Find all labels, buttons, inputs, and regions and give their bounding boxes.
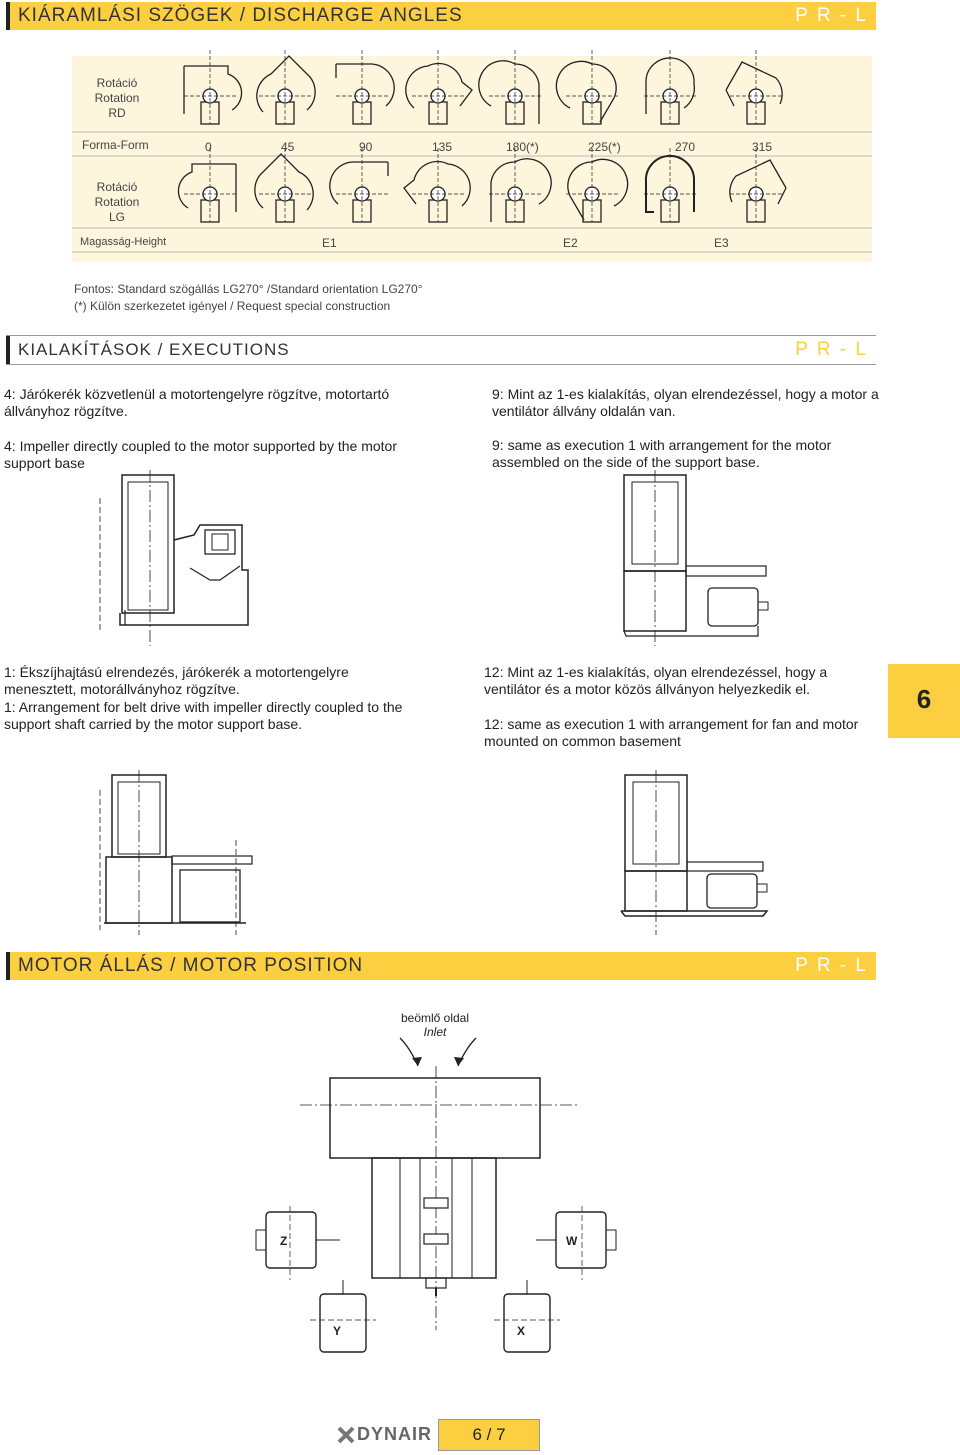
rd-fan-icons [172,62,872,134]
height-e1: E1 [322,236,337,250]
rd-fan-225-icon [556,50,618,124]
rd-fan-45-icon [257,50,315,124]
dynair-logo-icon [337,1426,355,1444]
header-accent-line [6,2,10,30]
chapter-tab [888,664,960,738]
form-label: Forma-Form [82,138,149,152]
motor-position-title: MOTOR ÁLLÁS / MOTOR POSITION [18,955,364,976]
chapter-number: 6 [916,684,932,714]
form-90: 90 [359,140,373,154]
rd-fan-90-icon [336,50,394,124]
motor-position-drawing [260,1030,620,1370]
form-0: 0 [205,140,212,154]
motor-position-x: X [517,1324,526,1338]
form-315: 315 [752,140,773,154]
exec12-en: 12: same as execution 1 with arrangement for fan and motor mounted on common basement [484,716,859,749]
exec1-drawing [96,770,276,940]
discharge-angles-header [6,2,876,30]
rd-label-line1: Rotáció [96,76,138,90]
motor-position-y: Y [333,1324,342,1338]
lg-label-line3: LG [108,210,125,224]
exec4-drawing [90,470,290,650]
executions-header [6,335,876,365]
rd-fan-135-icon [406,50,472,124]
executions-code: P R - L [795,339,868,360]
lg-fan-90-icon [330,148,388,222]
rd-fan-315-icon [726,50,782,124]
exec1-hu: 1: Ékszíjhajtású elrendezés, járókerék a motortengelyre menesztett, motorállványhoz rögzítve. [4,664,349,697]
brand-name: DYNAIR [357,1424,433,1444]
lg-fan-icons [172,160,872,232]
motor-position-code: P R - L [795,955,868,976]
motor-header-accent [6,952,10,980]
page-number: 6 / 7 [472,1425,506,1444]
rd-fan-0-icon [184,50,242,124]
lg-label-line1: Rotáció [96,180,138,194]
form-45: 45 [281,140,295,154]
height-label: Magasság-Height [80,236,167,248]
motor-position-z: Z [280,1234,288,1248]
form-270: 270 [675,140,696,154]
lg-fan-315-icon [730,148,786,222]
discharge-angles-code: P R - L [795,5,868,26]
lg-fan-45-icon [255,148,313,222]
lg-label-line2: Rotation [94,195,140,209]
page-number-box [438,1419,540,1451]
exec12-drawing [615,770,795,940]
note-standard-orientation: Fontos: Standard szögállás LG270° /Standard orientation LG270° [74,282,423,296]
inlet-label-hu: beömlő oldal [400,1011,470,1025]
exec4-en: 4: Impeller directly coupled to the motor supported by the motor support base [4,438,397,471]
rd-label-line2: Rotation [94,91,140,105]
inlet-label-en: Inlet [423,1025,447,1039]
motor-position-w: W [566,1234,578,1248]
lg-fan-180-icon [489,148,551,222]
rd-label-line3: RD [108,106,126,120]
lg-fan-0-icon [178,148,236,222]
motor-position-header [6,952,876,980]
exec1-en: 1: Arrangement for belt drive with impeller directly coupled to the support shaft carried by the motor support base. [4,699,403,732]
form-135: 135 [432,140,453,154]
exec9-hu: 9: Mint az 1-es kialakítás, olyan elrendezéssel, hogy a motor a ventilátor állvány oldalán van. [492,386,879,419]
exec9-en: 9: same as execution 1 with arrangement for the motor assembled on the side of the support base. [492,437,832,470]
height-e3: E3 [714,236,729,250]
executions-title: KIALAKÍTÁSOK / EXECUTIONS [18,340,290,359]
height-e2: E2 [563,236,578,250]
lg-fan-270-icon [644,148,696,222]
executions-header-accent [6,336,10,364]
lg-fan-225-icon [566,148,628,222]
note-special-construction: (*) Külön szerkezetet igényel / Request special construction [74,299,391,313]
rd-fan-270-icon [644,50,696,124]
form-225: 225(*) [588,140,621,154]
exec4-hu: 4: Járókerék közvetlenül a motortengelyre rögzítve, motortartó állványhoz rögzítve. [4,386,390,419]
exec12-hu: 12: Mint az 1-es kialakítás, olyan elrendezéssel, hogy a ventilátor és a motor közös állványon helyezkedik el. [484,664,828,697]
form-180: 180(*) [506,140,539,154]
lg-fan-135-icon [404,148,470,222]
rd-fan-180-icon [479,50,541,124]
discharge-angles-title: KIÁRAMLÁSI SZÖGEK / DISCHARGE ANGLES [18,5,463,26]
exec9-drawing [610,470,810,650]
